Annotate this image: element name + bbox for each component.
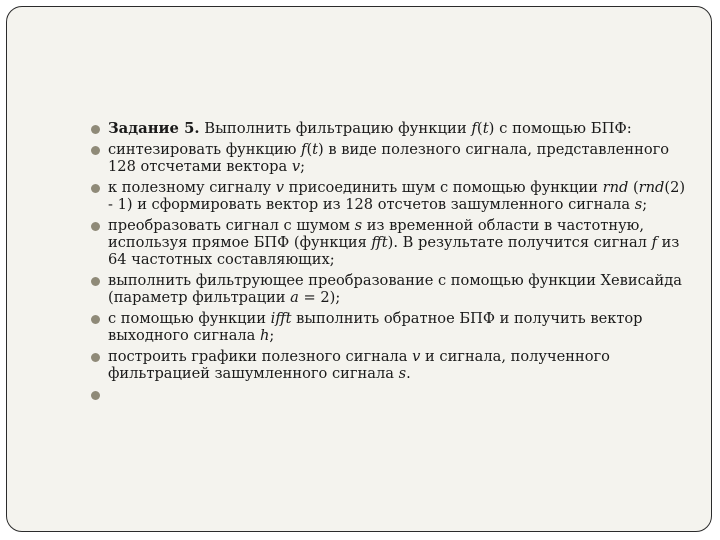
bullet-list bbox=[91, 120, 691, 403]
bullet-icon bbox=[91, 146, 100, 155]
bullet-icon bbox=[91, 315, 100, 324]
list-item-add-noise: к полезному сигналу v присоединить шум с помощью функции rnd (rnd(2) - 1) и сформировать вектор из 128 отсчетов зашумленного сигнала s; bbox=[91, 179, 691, 214]
list-item-synthesize: синтезировать функцию f(t) в виде полезного сигнала, представленного 128 отсчетами вектора v; bbox=[91, 141, 691, 176]
list-item-fft: преобразовать сигнал с шумом s из временной области в частотную, используя прямое БПФ (функция fft). В результате получится сигнал f из 64 частотных составляющих; bbox=[91, 217, 691, 269]
list-item-heaviside: выполнить фильтрующее преобразование с помощью функции Хевисайда (параметр фильтрации a = 2); bbox=[91, 272, 691, 307]
bullet-icon bbox=[91, 277, 100, 286]
task-title: Задание 5. Выполнить фильтрацию функции f(t) с помощью БПФ: bbox=[91, 120, 691, 137]
bullet-icon bbox=[91, 125, 100, 134]
bullet-icon bbox=[91, 184, 100, 193]
list-item-plot: построить графики полезного сигнала v и сигнала, полученного фильтрацией зашумленного сигнала s. bbox=[91, 348, 691, 383]
slide-content bbox=[91, 120, 691, 407]
bullet-icon bbox=[91, 353, 100, 362]
task-label: Задание 5. bbox=[108, 120, 200, 137]
list-item-empty bbox=[91, 386, 691, 403]
bullet-icon bbox=[91, 391, 100, 400]
list-item-ifft: с помощью функции ifft выполнить обратное БПФ и получить вектор выходного сигнала h; bbox=[91, 310, 691, 345]
slide-frame bbox=[6, 6, 712, 532]
bullet-icon bbox=[91, 222, 100, 231]
